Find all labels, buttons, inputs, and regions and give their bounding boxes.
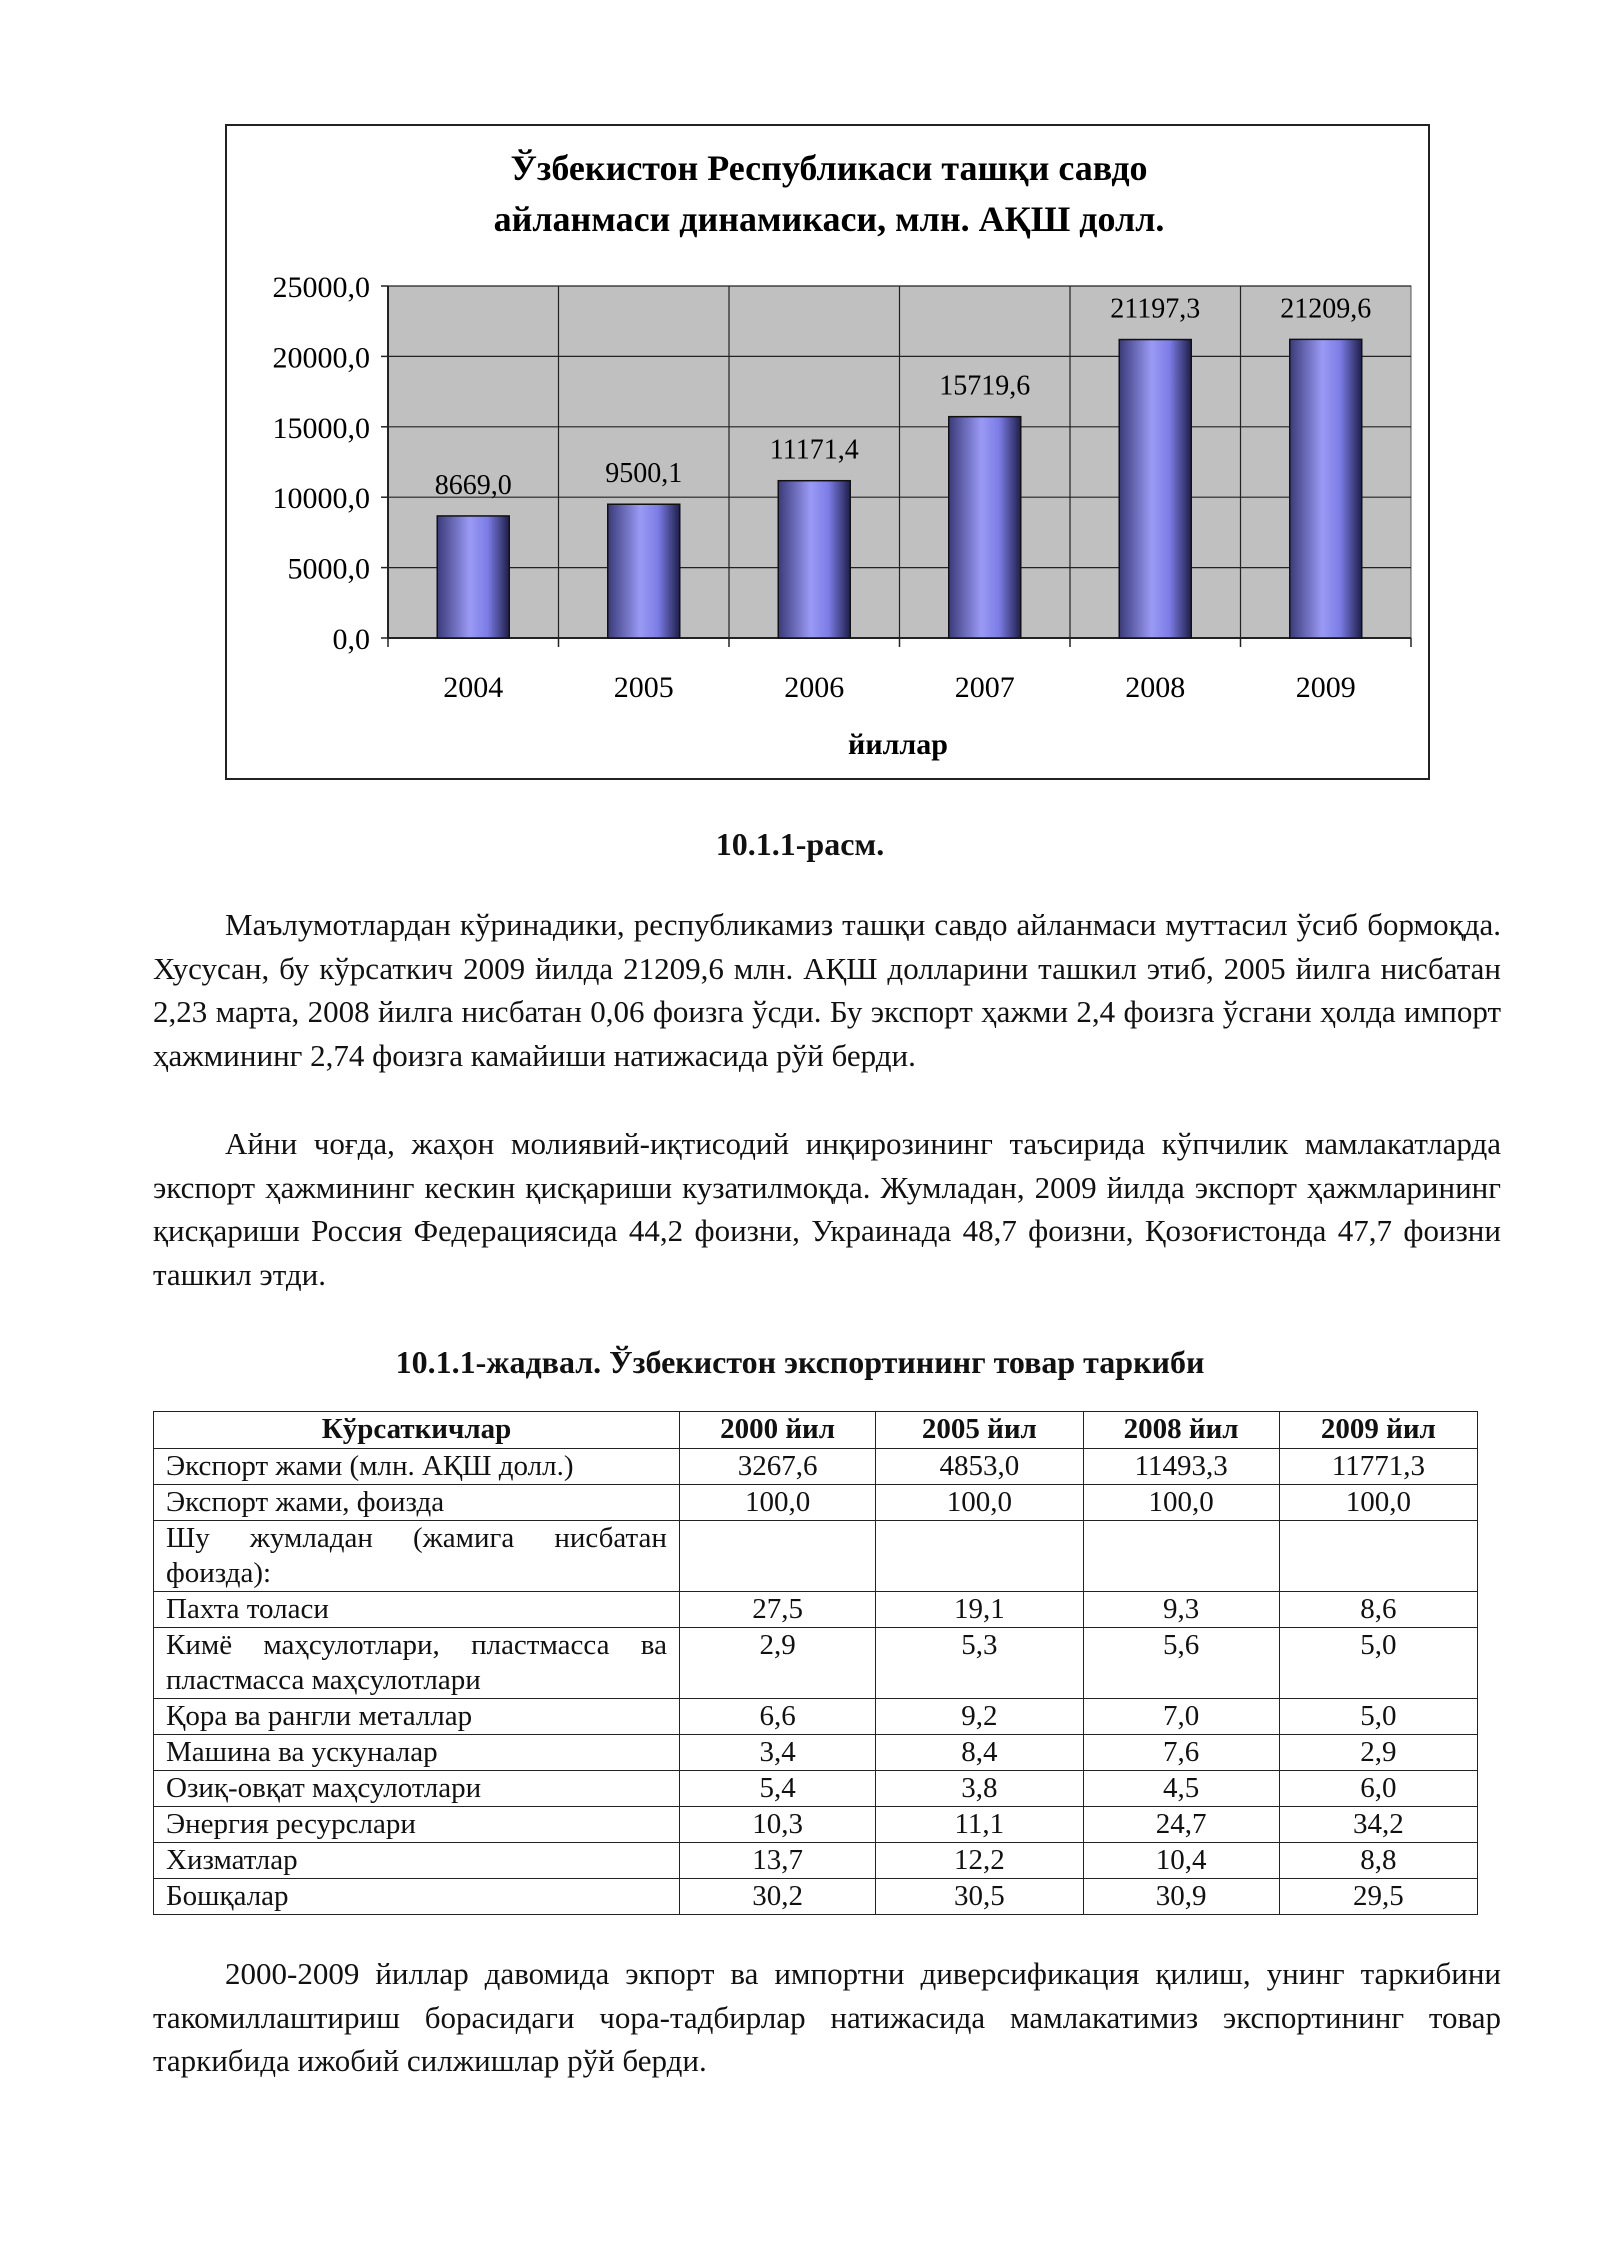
- table-cell: 8,4: [876, 1735, 1083, 1771]
- table-title: 10.1.1-жадвал. Ўзбекистон экспортининг товар таркиби: [395, 1344, 1205, 1380]
- row-label: Шу жумладан (жамига нисбатан фоизда):: [154, 1521, 680, 1592]
- paragraph-1: [153, 903, 1501, 1077]
- bar-value-label: 15719,6: [939, 370, 1031, 402]
- table-cell: 10,3: [679, 1807, 875, 1843]
- table-row: [154, 1521, 1478, 1592]
- y-tick-label: 0,0: [332, 623, 370, 656]
- paragraph-2: [153, 1122, 1501, 1296]
- table-cell: 24,7: [1083, 1807, 1279, 1843]
- y-tick-label: 15000,0: [272, 411, 370, 445]
- header-2000: 2000 йил: [679, 1412, 875, 1449]
- table-cell: 9,2: [876, 1699, 1083, 1735]
- table-row: [154, 1735, 1478, 1771]
- bar-value-label: 11171,4: [769, 434, 859, 466]
- table-cell: [1083, 1521, 1279, 1592]
- table-cell: 3267,6: [679, 1449, 875, 1485]
- table-cell: 6,6: [679, 1699, 875, 1735]
- x-axis-label: йиллар: [848, 728, 948, 761]
- table-cell: 2,9: [1279, 1735, 1477, 1771]
- table-cell: 5,3: [876, 1628, 1083, 1699]
- bar-chart: [227, 126, 1428, 778]
- x-tick-label: 2007: [954, 671, 1015, 704]
- table-row: [154, 1449, 1478, 1485]
- table-cell: 11493,3: [1083, 1449, 1279, 1485]
- table-cell: 9,3: [1083, 1592, 1279, 1628]
- table-cell: 3,4: [679, 1735, 875, 1771]
- table-cell: 7,0: [1083, 1699, 1279, 1735]
- figure-caption: 10.1.1-расм.: [715, 826, 885, 862]
- table-cell: [876, 1521, 1083, 1592]
- table-cell: 5,6: [1083, 1628, 1279, 1699]
- y-tick-label: 10000,0: [272, 482, 370, 516]
- x-tick-label: 2008: [1125, 671, 1186, 704]
- table-cell: 100,0: [1083, 1485, 1279, 1521]
- paragraph-3-text: 2000-2009 йиллар давомида экпорт ва импортни диверсификация қилиш, унинг таркибини такомиллаштириш борасидаги чора-тадбирлар натижасида мамлакатимиз экспортининг товар таркибида ижобий силжишлар рўй берди.: [153, 1956, 1501, 2078]
- table-cell: 8,6: [1279, 1592, 1477, 1628]
- row-label: Экспорт жами (млн. АҚШ долл.): [154, 1449, 680, 1485]
- header-indicators: Кўрсаткичлар: [154, 1412, 680, 1449]
- table-row: [154, 1771, 1478, 1807]
- chart-frame: [225, 124, 1430, 780]
- table-cell: 4,5: [1083, 1771, 1279, 1807]
- table-cell: 12,2: [876, 1843, 1083, 1879]
- table-cell: 100,0: [679, 1485, 875, 1521]
- bar-value-label: 21209,6: [1280, 293, 1372, 325]
- bar-value-label: 9500,1: [605, 458, 683, 490]
- table-cell: [679, 1521, 875, 1592]
- table-cell: 100,0: [876, 1485, 1083, 1521]
- table-cell: 30,5: [876, 1879, 1083, 1915]
- table-row: [154, 1485, 1478, 1521]
- table-row: [154, 1807, 1478, 1843]
- bar: [778, 481, 850, 638]
- row-label: Қора ва рангли металлар: [154, 1699, 680, 1735]
- header-2009: 2009 йил: [1279, 1412, 1477, 1449]
- chart-title-line-1: Ўзбекистон Республикаси ташқи савдо: [510, 148, 1148, 188]
- table-cell: 13,7: [679, 1843, 875, 1879]
- header-2005: 2005 йил: [876, 1412, 1083, 1449]
- paragraph-1-text: Маълумотлардан кўринадики, республикамиз ташқи савдо айланмаси муттасил ўсиб бормоқда. Хусусан, бу кўрсаткич 2009 йилда 21209,6 млн. АҚШ долларини ташкил этиб, 2005 йилга нисбатан 2,23 марта, 2008 йилга нисбатан 0,06 фоизга ўсди. Бу экспорт ҳажми 2,4 фоизга ўсгани ҳолда импорт ҳажмининг 2,74 фоизга камайиши натижасида рўй берди.: [153, 907, 1501, 1073]
- bar: [949, 417, 1021, 638]
- x-tick-label: 2006: [784, 671, 845, 704]
- table-cell: 5,0: [1279, 1628, 1477, 1699]
- bar: [1290, 339, 1362, 638]
- table-cell: 19,1: [876, 1592, 1083, 1628]
- bar-value-label: 8669,0: [434, 469, 512, 501]
- chart-title-line-2: айланмаси динамикаси, млн. АҚШ долл.: [493, 199, 1165, 239]
- export-structure-table: [153, 1411, 1478, 1915]
- table-cell: 8,8: [1279, 1843, 1477, 1879]
- table-row: [154, 1592, 1478, 1628]
- row-label: Машина ва ускуналар: [154, 1735, 680, 1771]
- row-label: Хизматлар: [154, 1843, 680, 1879]
- row-label: Экспорт жами, фоизда: [154, 1485, 680, 1521]
- table-cell: 27,5: [679, 1592, 875, 1628]
- row-label: Бошқалар: [154, 1879, 680, 1915]
- table-cell: 30,2: [679, 1879, 875, 1915]
- paragraph-2-text: Айни чоғда, жаҳон молиявий-иқтисодий инқирозининг таъсирида кўпчилик мамлакатларда экспорт ҳажмининг кескин қисқариши кузатилмоқда. Жумладан, 2009 йилда экспорт ҳажмларининг қисқариши Россия Федерациясида 44,2 фоизни, Украинада 48,7 фоизни, Қозоғистонда 47,7 фоизни ташкил этди.: [153, 1126, 1501, 1292]
- bar: [437, 516, 509, 638]
- table-cell: 100,0: [1279, 1485, 1477, 1521]
- table-header-row: [154, 1412, 1478, 1449]
- table-cell: [1279, 1521, 1477, 1592]
- paragraph-3: [153, 1952, 1501, 2083]
- row-label: Энергия ресурслари: [154, 1807, 680, 1843]
- y-tick-label: 20000,0: [272, 341, 370, 375]
- x-tick-label: 2009: [1295, 671, 1356, 704]
- table-cell: 5,0: [1279, 1699, 1477, 1735]
- row-label: Кимё маҳсулотлари, пластмасса ва пластмасса маҳсулотлари: [154, 1628, 680, 1699]
- table-cell: 29,5: [1279, 1879, 1477, 1915]
- row-label: Пахта толаси: [154, 1592, 680, 1628]
- bar: [1119, 340, 1191, 638]
- table-cell: 3,8: [876, 1771, 1083, 1807]
- table-row: [154, 1699, 1478, 1735]
- x-tick-label: 2004: [443, 671, 504, 704]
- table-cell: 2,9: [679, 1628, 875, 1699]
- y-tick-label: 25000,0: [272, 271, 370, 304]
- row-label: Озиқ-овқат маҳсулотлари: [154, 1771, 680, 1807]
- table-cell: 11771,3: [1279, 1449, 1477, 1485]
- table-cell: 11,1: [876, 1807, 1083, 1843]
- y-tick-label: 5000,0: [287, 552, 370, 586]
- table-cell: 7,6: [1083, 1735, 1279, 1771]
- table-cell: 4853,0: [876, 1449, 1083, 1485]
- bar-value-label: 21197,3: [1110, 293, 1201, 325]
- x-tick-label: 2005: [613, 671, 674, 704]
- bar: [608, 504, 680, 638]
- table-row: [154, 1879, 1478, 1915]
- table-row: [154, 1628, 1478, 1699]
- table-cell: 30,9: [1083, 1879, 1279, 1915]
- header-2008: 2008 йил: [1083, 1412, 1279, 1449]
- table-cell: 34,2: [1279, 1807, 1477, 1843]
- table-cell: 6,0: [1279, 1771, 1477, 1807]
- table-cell: 5,4: [679, 1771, 875, 1807]
- table-cell: 10,4: [1083, 1843, 1279, 1879]
- table-row: [154, 1843, 1478, 1879]
